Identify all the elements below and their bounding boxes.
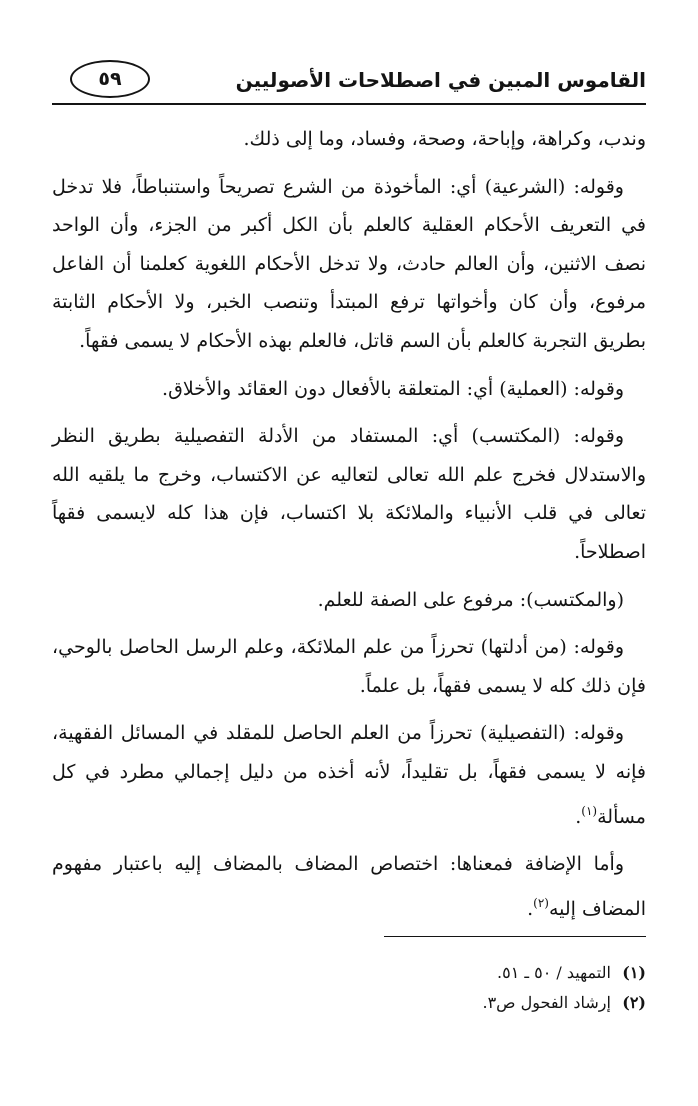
- footnote-number: (١): [622, 963, 646, 982]
- paragraph: وقوله: (الشرعية) أي: المأخوذة من الشرع تصريحاً واستنباطاً، فلا تدخل في التعريف الأحكام العقلية كالعلم بأن الكل أكبر من الجزء، وأن الواحد نصف الاثنين، وأن العالم حادث، ولا تدخل الأحكام اللغوية كعلمنا أن الفاعل مرفوع، وأن كان وأخواتها ترفع المبتدأ وتنصب الخبر، ولا الأحكام الثابتة بطريق التجربة كالعلم بأن السم قاتل، فالعلم بهذه الأحكام لا يسمى فقهاً.: [52, 175, 646, 352]
- footnotes: [52, 958, 646, 1018]
- paragraph: وقوله: (من أدلتها) تحرزاً من علم الملائكة، وعلم الرسل الحاصل بالوحي، فإن ذلك كله لا يسمى فقهاً، بل علماً.: [52, 636, 646, 697]
- header-divider: [52, 103, 646, 105]
- paragraph: وأما الإضافة فمعناها: اختصاص المضاف بالمضاف إليه باعتبار مفهوم المضاف إليه$^{(٢)}$.: [52, 853, 646, 920]
- page-number: ٥٩: [70, 60, 150, 98]
- footnote-reference: (١): [581, 803, 598, 818]
- footnote-text: التمهيد / ٥٠ ـ ٥١.: [497, 963, 611, 982]
- footnote-text: إرشاد الفحول ص٣.: [482, 993, 611, 1012]
- paragraph: وقوله: (المكتسب) أي: المستفاد من الأدلة التفصيلية بطريق النظر والاستدلال فخرج علم الله تعالى لتعاليه عن الاكتساب، وخرج ما يلقيه الله تعالى في قلب الأنبياء والملائكة بلا اكتساب، فإن هذا كله لايسمى فقهاً اصطلاحاً.: [52, 425, 646, 563]
- paragraph: وقوله: (العملية) أي: المتعلقة بالأفعال دون العقائد والأخلاق.: [162, 377, 624, 400]
- page-header: [52, 58, 646, 102]
- paragraph: وقوله: (التفصيلية) تحرزاً من العلم الحاصل للمقلد في المسائل الفقهية، فإنه لا يسمى فقهاً، بل تقليداً، لأنه أخذه من دليل إجمالي مطرد في كل مسألة$^{(١)}$.: [52, 722, 646, 828]
- paragraph: وندب، وكراهة، وإباحة، وصحة، وفساد، وما إلى ذلك.: [243, 128, 646, 150]
- footnote-reference: (٢): [533, 895, 549, 910]
- footnote-item: [52, 988, 646, 1018]
- footnote-number: (٢): [622, 993, 646, 1012]
- main-text: [52, 120, 646, 934]
- paragraph: (والمكتسب): مرفوع على الصفة للعلم.: [317, 588, 624, 611]
- running-title: القاموس المبين في اصطلاحات الأصوليين: [235, 68, 646, 92]
- footnote-item: [52, 958, 646, 988]
- footnote-divider: [384, 936, 646, 937]
